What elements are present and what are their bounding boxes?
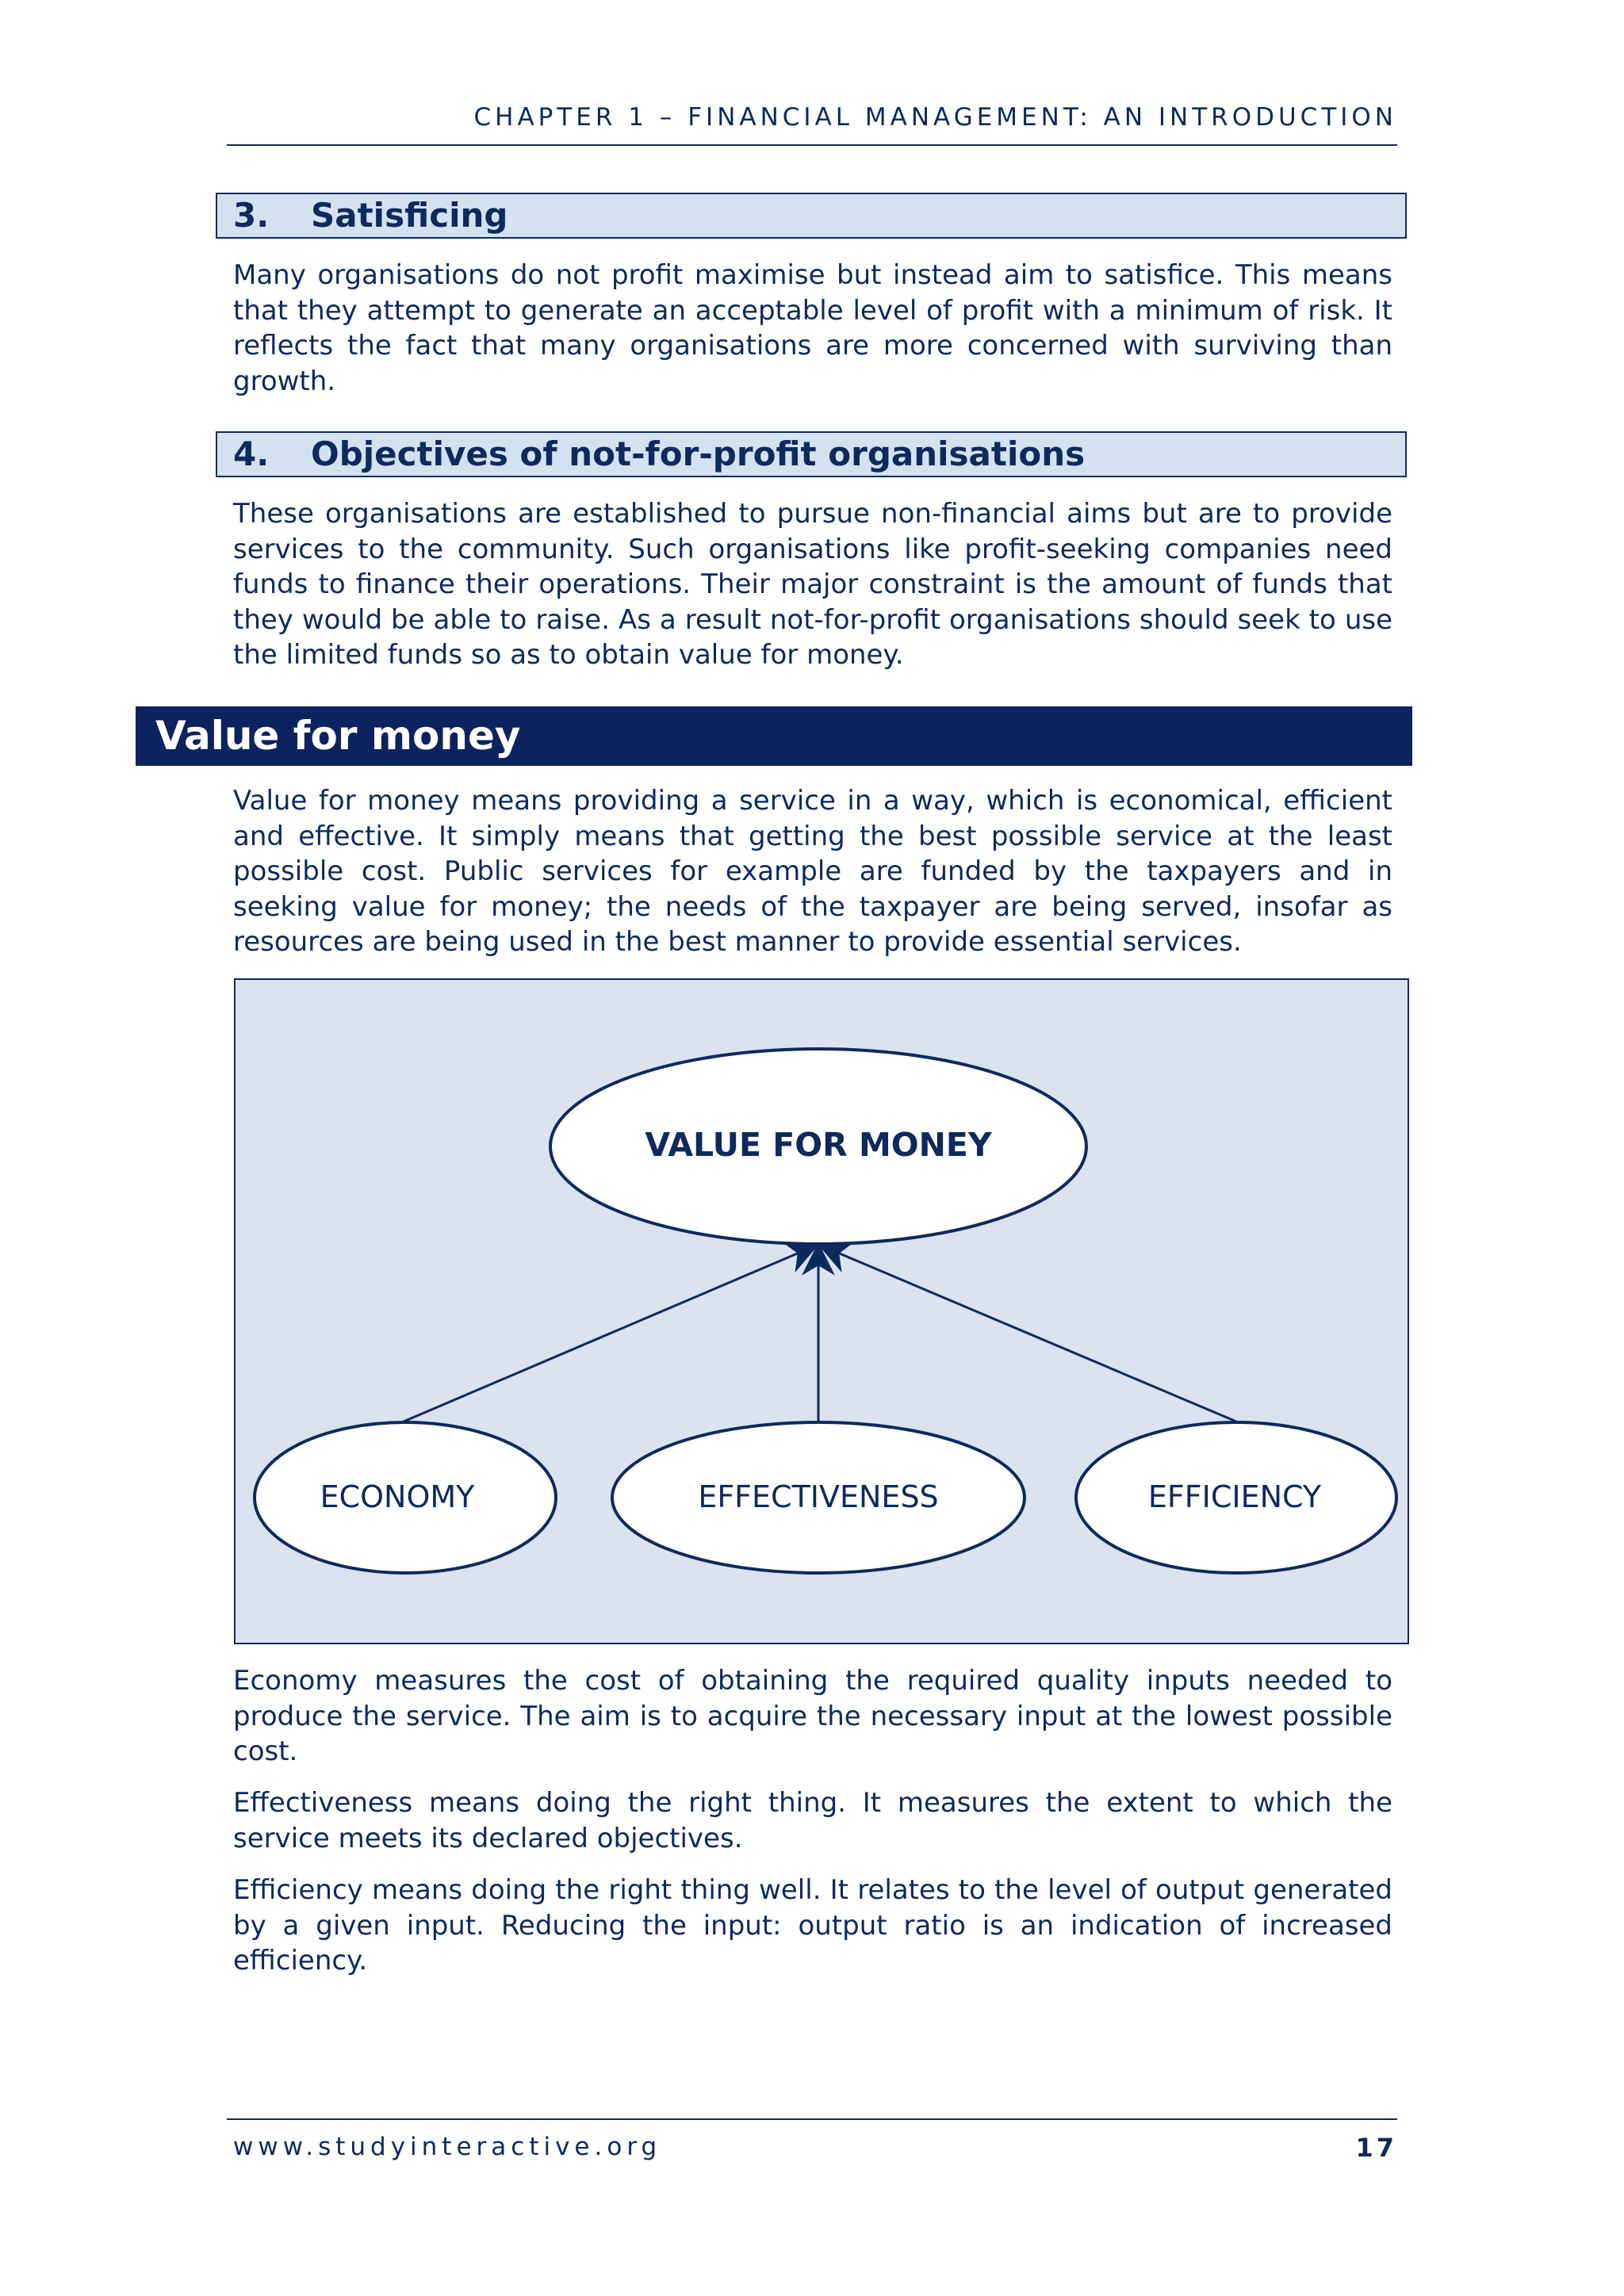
economy-definition: Economy measures the cost of obtaining the required quality inputs needed to produce the service. The aim is to acquire the necessary input at the lowest possible cost. <box>233 1665 1392 1767</box>
section-number: 4. <box>233 434 270 473</box>
efficiency-label: EFFICIENCY <box>1147 1479 1322 1514</box>
footer-rule <box>227 2118 1397 2120</box>
value-for-money-label: VALUE FOR MONEY <box>645 1126 992 1164</box>
satisficing-paragraph: Many organisations do not profit maximise but instead aim to satisfice. This means that they attempt to generate an acceptable level of profit with a minimum of risk. It reflects the fact that many organisations are more concerned with surviving than growth. <box>233 259 1392 397</box>
running-header: CHAPTER 1 – FINANCIAL MANAGEMENT: AN INTRODUCTION <box>473 103 1397 132</box>
value-for-money-diagram <box>234 978 1409 1644</box>
section-title: Satisficing <box>311 196 508 235</box>
section-heading-satisficing <box>216 193 1407 239</box>
section-heading-not-for-profit <box>216 431 1407 477</box>
page-number: 17 <box>1355 2133 1397 2163</box>
value-for-money-banner: Value for money <box>136 706 1412 766</box>
not-for-profit-paragraph: These organisations are established to pursue non-financial aims but are to provide services to the community. Such organisations like profit-seeking companies need funds to finance their operations. Their major constraint is the amount of funds that they would be able to raise. As a result not-for-profit organisations should seek to use the limited funds so as to obtain value for money. <box>233 498 1392 671</box>
section-title: Objectives of not-for-profit organisations <box>311 434 1086 473</box>
effectiveness-label: EFFECTIVENESS <box>698 1479 939 1514</box>
header-rule <box>227 144 1397 146</box>
efficiency-definition: Efficiency means doing the right thing well. It relates to the level of output generated by a given input. Reducing the input: output ratio is an indication of increased efficiency. <box>233 1874 1392 1976</box>
arrow-efficiency-to-value <box>821 1246 1236 1422</box>
diagram-graphic <box>236 980 1411 1646</box>
effectiveness-definition: Effectiveness means doing the right thing. It measures the extent to which the service meets its declared objectives. <box>233 1787 1392 1854</box>
footer-url: www.studyinteractive.org <box>233 2133 662 2161</box>
economy-label: ECONOMY <box>320 1479 475 1514</box>
value-for-money-paragraph: Value for money means providing a service in a way, which is economical, efficient and effective. It simply means that getting the best possible service at the least possible cost. Public services for example are funded by the taxpayers and in seeking value for money; the needs of the taxpayer are being served, insofar as resources are being used in the best manner to provide essential services. <box>233 785 1392 958</box>
section-number: 3. <box>233 196 270 235</box>
arrow-economy-to-value <box>404 1246 816 1422</box>
